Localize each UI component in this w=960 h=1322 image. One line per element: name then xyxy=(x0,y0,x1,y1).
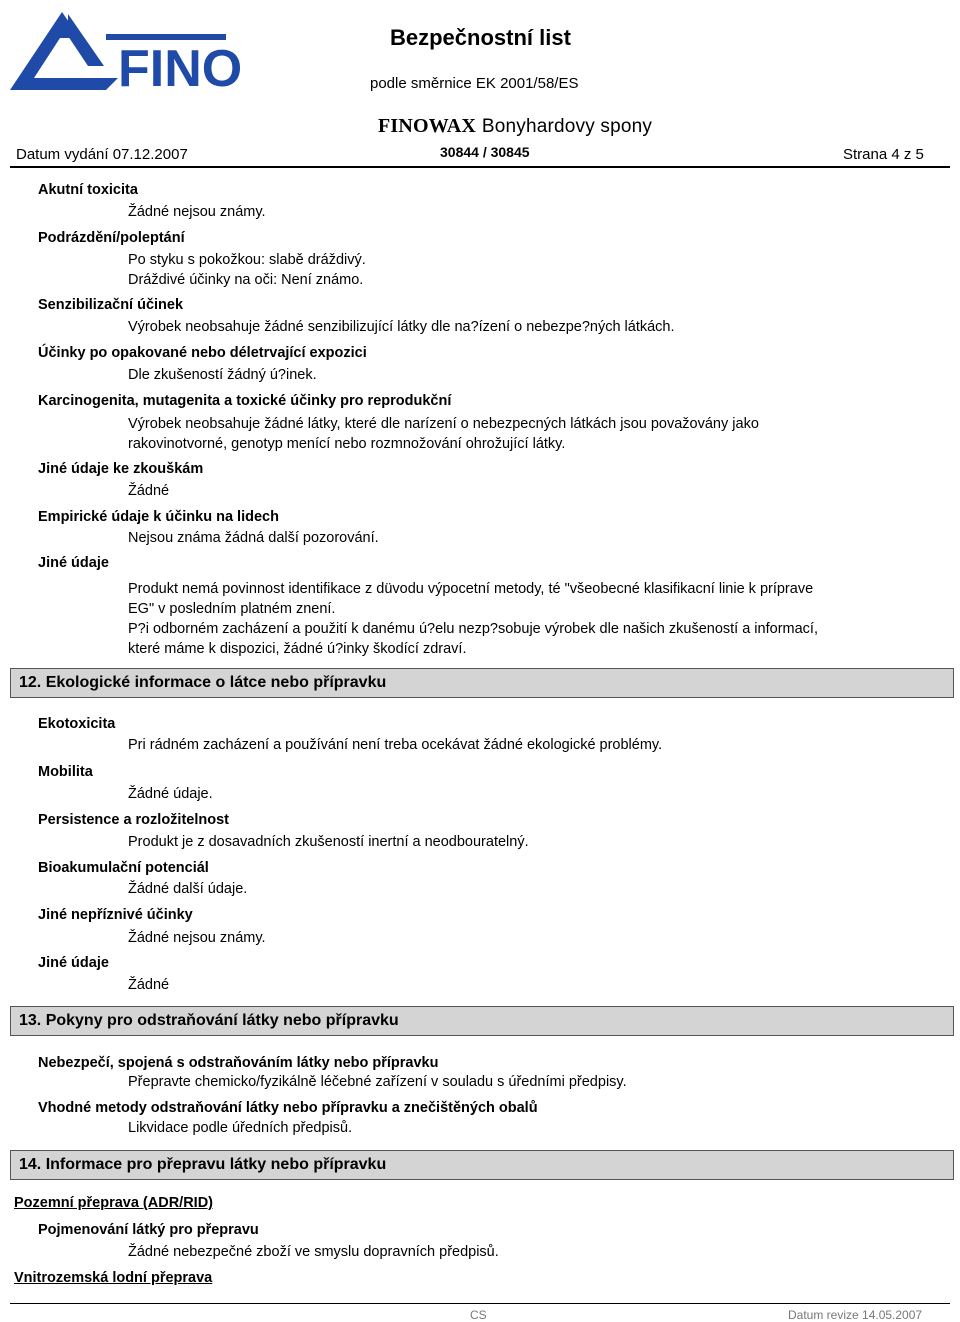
logo-text: FINO xyxy=(118,40,243,98)
item-label: Jiné údaje xyxy=(38,955,109,971)
item-label: Nebezpečí, spojená s odstraňováním látky nebo přípravku xyxy=(38,1055,439,1071)
item-text: Žádné nejsou známy. xyxy=(128,204,266,220)
item-label: Empirické údaje k účinku na lidech xyxy=(38,509,279,525)
item-label: Akutní toxicita xyxy=(38,182,138,198)
section-title: 12. Ekologické informace o látce nebo přípravku xyxy=(19,674,387,691)
header-divider xyxy=(10,166,950,168)
section-title: 13. Pokyny pro odstraňování látky nebo přípravku xyxy=(19,1012,399,1029)
item-text: Výrobek neobsahuje žádné látky, které dle narízení o nebezpecných látkách jsou považovány jako rakovinotvorné, genotyp menící nebo rozmnožování ohrožující látky. xyxy=(128,416,759,452)
item-text: Žádné xyxy=(128,977,170,993)
item-label: Persistence a rozložitelnost xyxy=(38,812,229,828)
item-label: Mobilita xyxy=(38,764,93,780)
item-label: Jiné údaje xyxy=(38,555,109,571)
document-subtitle: podle směrnice EK 2001/58/ES xyxy=(370,75,579,92)
product-name: Bonyhardovy spony xyxy=(481,116,653,137)
fino-logo xyxy=(8,4,243,98)
item-text: Produkt je z dosavadních zkušeností inertní a neodbouratelný. xyxy=(128,834,529,850)
page-number: Strana 4 z 5 xyxy=(843,146,924,163)
item-text: Produkt nemá povinnost identifikace z düvodu výpocetní metody, té "všeobecné klasifikacní linie k príprave EG" v posledním platném znení. xyxy=(128,581,814,617)
item-text: Pri rádném zacházení a používání není treba ocekávat žádné ekologické problémy. xyxy=(128,737,663,753)
footer-divider xyxy=(10,1303,950,1304)
item-text: Výrobek neobsahuje žádné senzibilizující látky dle na?ízení o nebezpe?ných látkách. xyxy=(128,319,675,335)
product-codes: 30844 / 30845 xyxy=(440,144,530,160)
item-text: Žádné údaje. xyxy=(128,786,213,802)
item-text: Žádné nejsou známy. xyxy=(128,930,266,946)
item-text: Nejsou známa žádná další pozorování. xyxy=(128,530,379,546)
product-brand: FINOWAX xyxy=(378,115,477,137)
item-label: Ekotoxicita xyxy=(38,716,116,732)
product-line xyxy=(378,115,652,138)
item-label: Pojmenování látký pro přepravu xyxy=(38,1222,259,1238)
document-title: Bezpečnostní list xyxy=(390,25,571,50)
revision-date: Datum revize 14.05.2007 xyxy=(788,1308,923,1322)
item-label: Jiné nepříznivé účinky xyxy=(38,907,193,923)
item-label: Senzibilizační účinek xyxy=(38,297,184,313)
land-transport-heading: Pozemní přeprava (ADR/RID) xyxy=(14,1195,214,1211)
item-text: Likvidace podle úředních předpisů. xyxy=(128,1120,353,1136)
issue-date: Datum vydání 07.12.2007 xyxy=(16,146,188,163)
language-code: CS xyxy=(470,1308,487,1322)
section-13-header xyxy=(10,1006,954,1036)
item-label: Bioakumulační potenciál xyxy=(38,860,209,876)
item-text: Žádné xyxy=(128,483,170,499)
item-label: Karcinogenita, mutagenita a toxické účinky pro reprodukční xyxy=(38,393,452,409)
section-14-header xyxy=(10,1150,954,1180)
item-text: Po styku s pokožkou: slabě dráždivý. xyxy=(128,252,366,268)
section-title: 14. Informace pro přepravu látky nebo přípravku xyxy=(19,1156,387,1173)
section-12-header xyxy=(10,668,954,698)
item-text: Přepravte chemicko/fyzikálně léčebné zařízení v souladu s úředními předpisy. xyxy=(128,1074,627,1090)
inland-waterway-heading: Vnitrozemská lodní přeprava xyxy=(14,1270,213,1286)
item-label: Podrázdění/poleptání xyxy=(38,230,185,246)
item-text: P?i odborném zacházení a použití k danému ú?elu nezp?sobuje výrobek dle našich zkušeností a informací, které máme k dispozici, žádné ú?inky škodící zdraví. xyxy=(128,621,818,657)
item-label: Jiné údaje ke zkouškám xyxy=(38,461,204,477)
item-text: Dráždivé účinky na oči: Není známo. xyxy=(128,272,364,288)
item-label: Vhodné metody odstraňování látky nebo přípravku a znečištěných obalů xyxy=(38,1100,538,1116)
item-text: Dle zkušeností žádný ú?inek. xyxy=(128,367,317,383)
item-text: Žádné nebezpečné zboží ve smyslu dopravních předpisů. xyxy=(128,1244,499,1260)
item-text: Žádné další údaje. xyxy=(128,881,248,897)
item-label: Účinky po opakované nebo déletrvající expozici xyxy=(38,345,367,361)
